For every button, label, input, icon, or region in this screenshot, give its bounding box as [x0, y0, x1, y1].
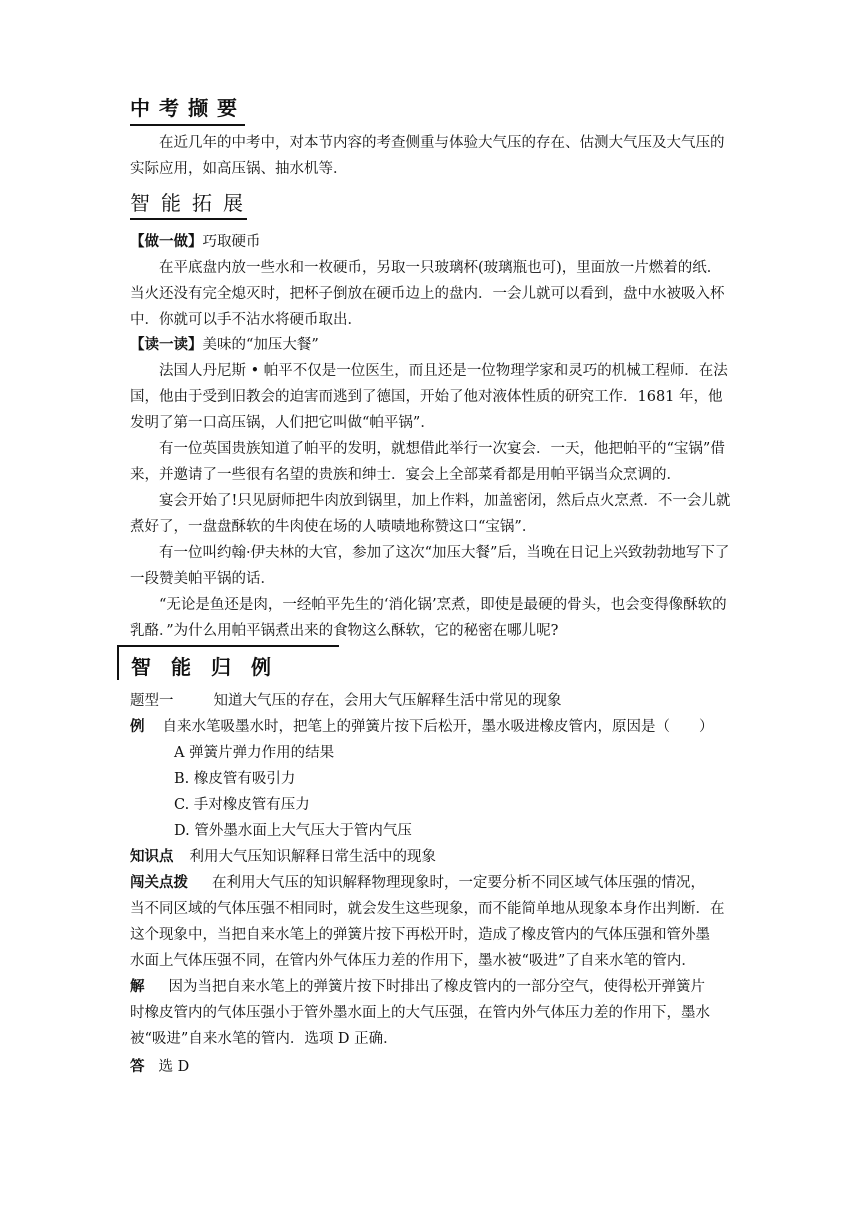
option-a: A 弹簧片弹力作用的结果 [174, 745, 335, 761]
answer-line [130, 1054, 734, 1080]
option-b: B. 橡皮管有吸引力 [174, 771, 296, 787]
hint-label: 闯关点拨 [130, 874, 188, 891]
section-title-examples: 智能归例 [131, 655, 291, 679]
example-line [130, 714, 734, 740]
solution-text: 因为当把自来水笔上的弹簧片按下时排出了橡皮管内的一部分空气，使得松开弹簧片 [168, 979, 705, 995]
activity-heading [130, 229, 734, 255]
solution-label: 解 [130, 978, 145, 995]
reading-title: 美味的“加压大餐” [202, 337, 319, 353]
activity-text: 在平底盘内放一些水和一枚硬币，另取一只玻璃杯(玻璃瓶也可)，里面放一片燃着的纸．当火还没有完全熄灭时，把杯子倒放在硬币边上的盘内．一会儿就可以看到，盘中水被吸入杯中．你就可以手不沾水将硬币取出． [130, 260, 725, 328]
hint-text: 在利用大气压的知识解释物理现象时，一定要分析不同区域气体压强的情况， [212, 875, 705, 891]
exam-summary-paragraph [130, 130, 732, 182]
reading-paragraph: 有一位英国贵族知道了帕平的发明，就想借此举行一次宴会．一天，他把帕平的“宝锅”借来，并邀请了一些很有名望的贵族和绅士．宴会上全部菜肴都是用帕平锅当众烹调的． [130, 441, 725, 483]
activity-paragraph [130, 255, 732, 333]
option-c: C. 手对橡皮管有压力 [174, 797, 310, 813]
knowledge-text: 利用大气压知识解释日常生活中的现象 [189, 849, 436, 865]
hint-line-2: 当不同区域的气体压强不相同时，就会发生这些现象，而不能简单地从现象本身作出判断．在 [130, 901, 725, 917]
question-type-line [130, 688, 734, 714]
activity-title: 巧取硬币 [202, 234, 261, 250]
answer-text: 选 D [158, 1059, 190, 1075]
activity-tag: 【做一做】 [130, 233, 203, 250]
question-type-text: 知道大气压的存在，会用大气压解释生活中常见的现象 [213, 693, 562, 709]
reading-body [130, 358, 732, 644]
reading-tag: 【读一读】 [130, 336, 203, 353]
option-d: D. 管外墨水面上大气压大于管内气压 [174, 823, 412, 839]
hint-line-1 [130, 870, 734, 896]
example-label: 例 [130, 718, 145, 735]
exam-summary-text: 在近几年的中考中，对本节内容的考查侧重与体验大气压的存在、估测大气压及大气压的实际应用，如高压锅、抽水机等． [130, 135, 725, 177]
knowledge-label: 知识点 [130, 848, 174, 865]
question-type-label: 题型一 [130, 693, 174, 709]
reading-paragraph: 有一位叫约翰·伊夫林的大官，参加了这次“加压大餐”后，当晚在日记上兴致勃勃地写下了一段赞美帕平锅的话． [130, 545, 730, 587]
solution-line-2: 时橡皮管内的气体压强小于管外墨水面上的大气压强，在管内外气体压力差的作用下，墨水 [130, 1005, 710, 1021]
reading-heading [130, 332, 734, 358]
reading-paragraph: “无论是鱼还是肉，一经帕平先生的‘消化锅’烹煮，即使是最硬的骨头，也会变得像酥软的乳酪．”为什么用帕平锅煮出来的食物这么酥软，它的秘密在哪儿呢? [130, 597, 727, 639]
hint-line-3: 这个现象中，当把自来水笔上的弹簧片按下再松开时，造成了橡皮管内的气体压强和管外墨 [130, 927, 710, 943]
section-title-exam-summary: 中考撷要 [130, 92, 245, 126]
reading-paragraph: 法国人丹尼斯 • 帕平不仅是一位医生，而且还是一位物理学家和灵巧的机械工程师．在法国，他由于受到旧教会的迫害而逃到了德国，开始了他对液体性质的研究工作．1681 年，他发明了第一口高压锅，人们把它叫做“帕平锅”． [130, 363, 728, 431]
answer-label: 答 [130, 1058, 145, 1075]
example-text: 自来水笔吸墨水时，把笔上的弹簧片按下后松开，墨水吸进橡皮管内，原因是（ ） [162, 719, 714, 735]
solution-line-1 [130, 974, 734, 1000]
reading-paragraph: 宴会开始了!只见厨师把牛肉放到锅里，加上作料，加盖密闭，然后点火烹煮．不一会儿就煮好了，一盘盘酥软的牛肉使在场的人啧啧地称赞这口“宝锅”． [130, 493, 731, 535]
section-title-box [117, 645, 339, 680]
solution-line-3: 被“吸进”自来水笔的管内．选项 D 正确． [130, 1031, 398, 1047]
section-title-extension: 智能拓展 [130, 187, 247, 220]
knowledge-line [130, 844, 734, 870]
hint-line-4: 水面上气体压强不同，在管内外气体压力差的作用下，墨水被“吸进”了自来水笔的管内． [130, 953, 696, 969]
